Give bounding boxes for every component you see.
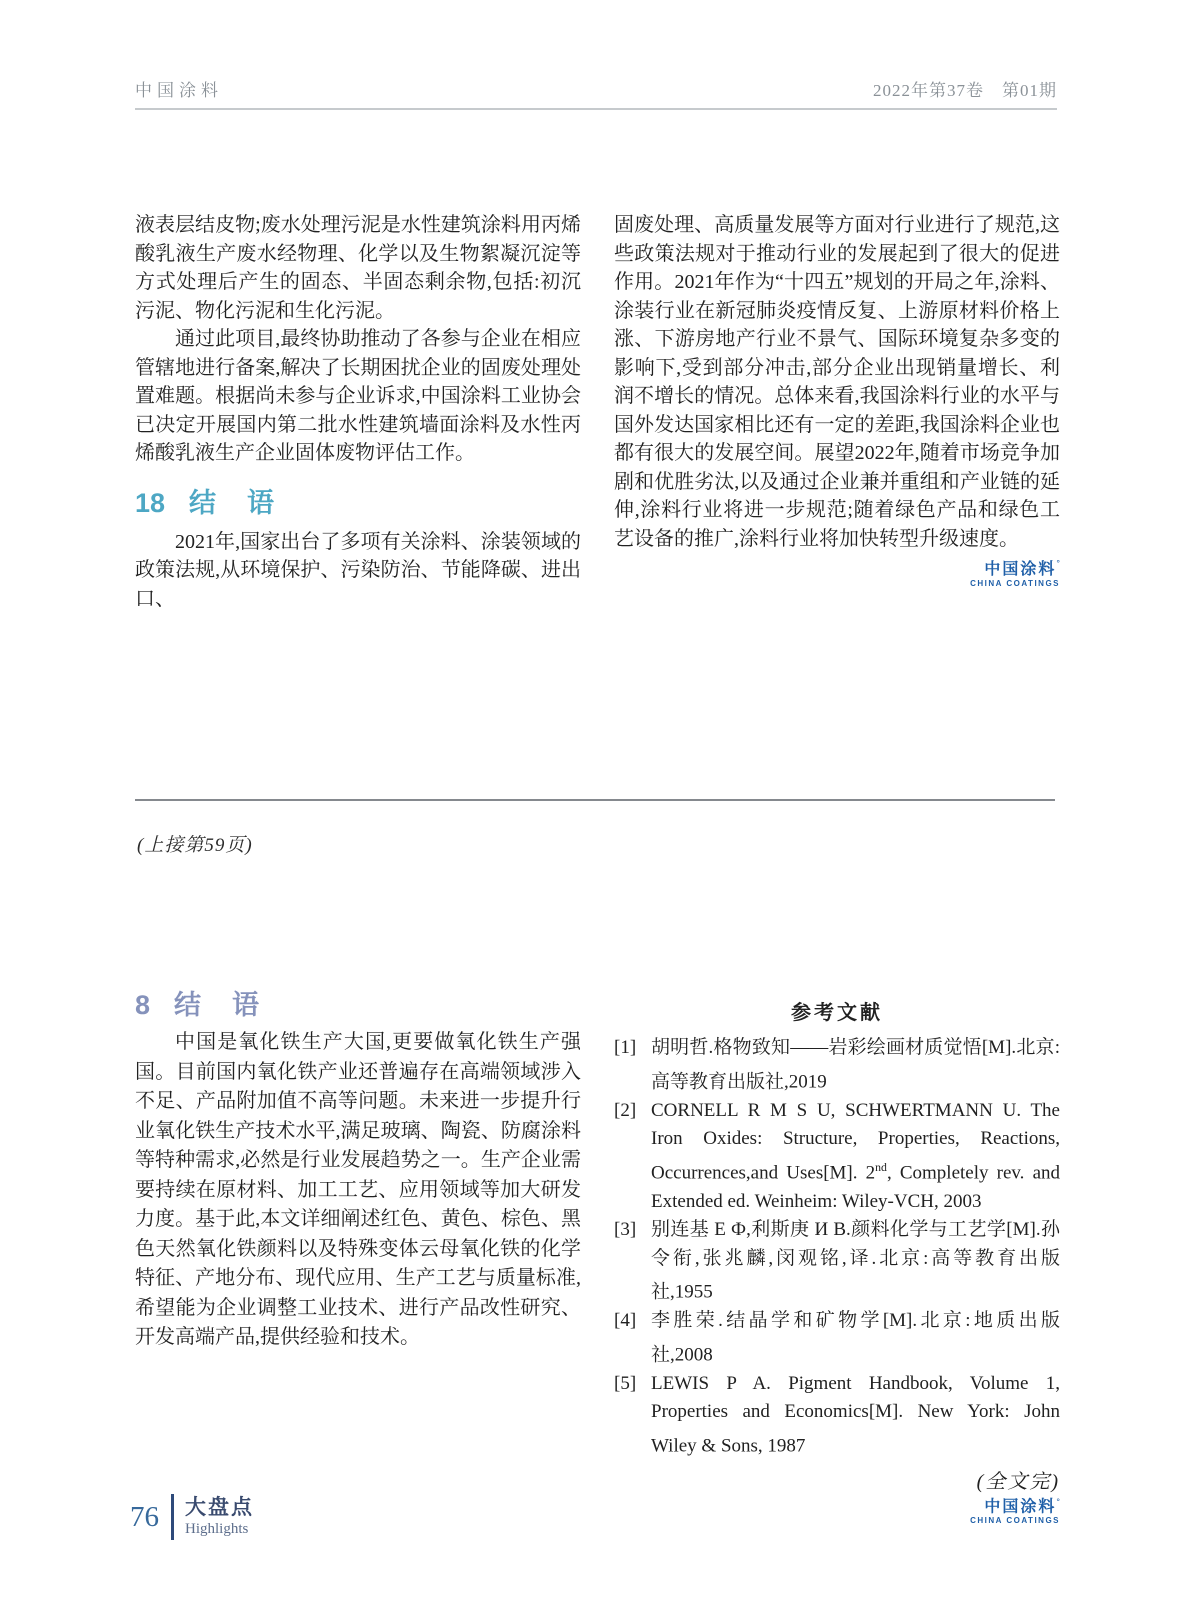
upper-section — [135, 211, 1060, 613]
reference-item — [614, 1370, 1060, 1461]
trademark-icon: ° — [1056, 1496, 1060, 1507]
end-of-article-note: (全文完) — [976, 1470, 1060, 1493]
brand-logo-en: CHINA COATINGS — [970, 1515, 1060, 1525]
brand-logo-wordmark — [614, 557, 1060, 579]
footer-divider-bar — [171, 1494, 174, 1540]
footer-section-zh: 大盘点 — [185, 1496, 254, 1519]
section-heading-18 — [135, 486, 581, 520]
reference-item — [614, 1307, 1060, 1370]
reference-text — [651, 1216, 1060, 1307]
journal-title: 中国涂料 — [135, 81, 223, 100]
section-number: 18 — [135, 487, 166, 518]
brand-logo-wordmark — [614, 1498, 1060, 1516]
brand-logo-zh: 中国涂料 — [984, 561, 1057, 578]
upper-left-column — [135, 211, 581, 613]
page-header — [135, 76, 1057, 110]
reference-text — [651, 1034, 1060, 1097]
section-title: 结 语 — [189, 487, 277, 518]
reference-label: [2] — [614, 1099, 637, 1121]
reference-item — [614, 1097, 1060, 1217]
brand-logo — [614, 557, 1060, 589]
reference-item — [614, 1034, 1060, 1097]
reference-text-main: 胡明哲.格物致知——岩彩绘画材质觉悟[M].北京:高等教育出版社,2019 — [651, 1037, 1060, 1092]
brand-logo — [614, 1498, 1060, 1526]
reference-text — [651, 1307, 1060, 1370]
section-number: 8 — [135, 990, 151, 1020]
page-number: 76 — [130, 1500, 159, 1533]
article-divider-line — [135, 799, 1055, 801]
footer-section-en: Highlights — [185, 1521, 249, 1537]
footer-section-name — [185, 1496, 254, 1538]
lower-right-column — [614, 988, 1060, 1526]
reference-text-main: LEWIS P A. Pigment Handbook, Volume 1, Properties and Economics[M]. New York: John Wiley & Sons, 1987 — [651, 1372, 1060, 1457]
reference-text-main: 李胜荣.结晶学和矿物学[M].北京:地质出版社,2008 — [651, 1310, 1060, 1366]
reference-text — [651, 1097, 1060, 1217]
references-title: 参考文献 — [791, 1002, 883, 1024]
reference-label: [5] — [614, 1372, 637, 1394]
reference-item — [614, 1216, 1060, 1307]
reference-superscript: nd — [875, 1160, 887, 1174]
brand-logo-zh: 中国涂料 — [984, 1498, 1057, 1516]
issue-info: 2022年第37卷 第01期 — [873, 81, 1057, 100]
paragraph: 通过此项目,最终协助推动了各参与企业在相应管辖地进行备案,解决了长期困扰企业的固废处理处置难题。根据尚未参与企业诉求,中国涂料工业协会已决定开展国内第二批水性建筑墙面涂料及水性丙烯酸乳液生产企业固体废物评估工作。 — [135, 328, 581, 464]
reference-label: [3] — [614, 1219, 637, 1241]
paragraph: 2021年,国家出台了多项有关涂料、涂装领域的政策法规,从环境保护、污染防治、节能降碳、进出口、 — [135, 530, 581, 610]
paragraph: 液表层结皮物;废水处理污泥是水性建筑涂料用丙烯酸乳液生产废水经物理、化学以及生物絮凝沉淀等方式处理后产生的固态、半固态剩余物,包括:初沉污泥、物化污泥和生化污泥。 — [135, 214, 581, 322]
brand-logo-en: CHINA COATINGS — [970, 579, 1060, 588]
page-footer — [130, 1494, 254, 1540]
reference-text-main: 别连基 Е Ф,利斯庚 И В.颜料化学与工艺学[M].孙令衔,张兆麟,闵观铭,译.北京:高等教育出版社,1955 — [651, 1219, 1060, 1303]
reference-label: [1] — [614, 1037, 637, 1058]
reference-text-main: CORNELL R M S U, SCHWERTMANN U. The Iron Oxides: Structure, Properties, Reactions, Occurrences,and Uses[M]. 2 — [651, 1099, 1060, 1184]
section-title: 结 语 — [174, 990, 262, 1020]
reference-text — [651, 1370, 1060, 1461]
reference-text-rest: , Completely rev. and Extended ed. Weinheim: Wiley-VCH, 2003 — [651, 1162, 1061, 1212]
paragraph: 固废处理、高质量发展等方面对行业进行了规范,这些政策法规对于推动行业的发展起到了很大的促进作用。2021年作为“十四五”规划的开局之年,涂料、涂装行业在新冠肺炎疫情反复、上游原材料价格上涨、下游房地产行业不景气、国际环境复杂多变的影响下,受到部分冲击,部分企业出现销量增长、利润不增长的情况。总体来看,我国涂料行业的水平与国外发达国家相比还有一定的差距,我国涂料企业也都有很大的发展空间。展望2022年,随着市场竞争加剧和优胜劣汰,以及通过企业兼并重组和产业链的延伸,涂料行业将进一步规范;随着绿色产品和绿色工艺设备的推广,涂料行业将加快转型升级速度。 — [614, 214, 1060, 550]
reference-label: [4] — [614, 1310, 637, 1332]
section-heading-8 — [135, 988, 581, 1022]
paragraph: 中国是氧化铁生产大国,更要做氧化铁生产强国。目前国内氧化铁产业还普遍存在高端领域涉入不足、产品附加值不高等问题。未来进一步提升行业氧化铁生产技术水平,满足玻璃、陶瓷、防腐涂料等特种需求,必然是行业发展趋势之一。生产企业需要持续在原材料、加工工艺、应用领域等加大研发力度。基于此,本文详细阐述红色、黄色、棕色、黑色天然氧化铁颜料以及特殊变体云母氧化铁的化学特征、产地分布、现代应用、生产工艺与质量标准,希望能为企业调整工业技术、进行产品改性研究、开发高端产品,提供经验和技术。 — [135, 1031, 581, 1348]
trademark-icon: ° — [1056, 558, 1060, 569]
continuation-note: (上接第59页) — [137, 835, 253, 856]
upper-right-column — [614, 211, 1060, 613]
references-list — [614, 1034, 1060, 1461]
lower-left-column — [135, 988, 581, 1526]
lower-section — [135, 988, 1060, 1526]
